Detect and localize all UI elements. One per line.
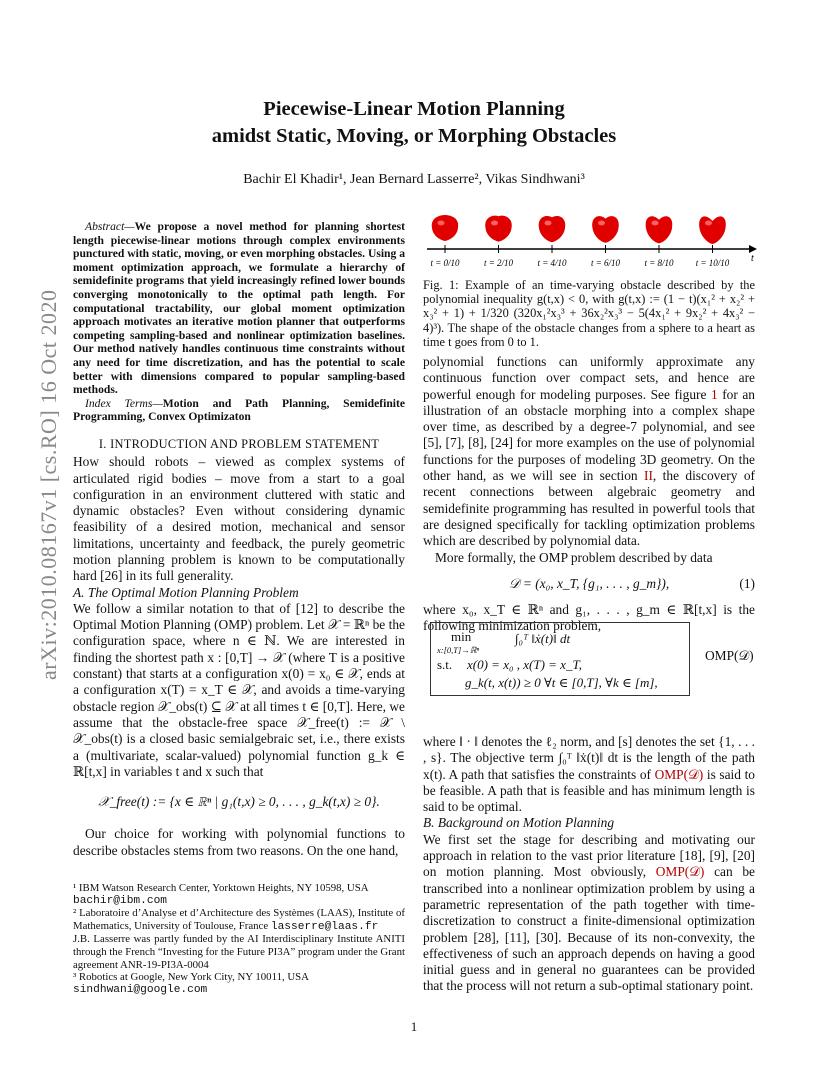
omp-constraint-obstacles: g_k(t, x(t)) ≥ 0 ∀t ∈ [0,T], ∀k ∈ [m], [465, 675, 658, 690]
abstract-text: We propose a novel method for planning shortest length piecewise-linear motions through complex environments punctured with static, moving, or even morphing obstacles. Using a moment optimization approach, we formulate a hierarchy of semidefinite programs that yield increasingly refined lower bounds converging monotonically to the optimal path length. For computational tractability, our global moment optimization approach motivates an iterative motion planner that outperforms competing sampling-based and nonlinear optimization baselines. Our method natively handles continuous time constraints without any need for time discretization, and has the potential to scale better with dimensions compared to popular sampling-based methods. [73, 220, 405, 397]
footnote-2-text: ² Laboratoire d’Analyse et d’Architecture des Systèmes (LAAS), Institute of Mathematics, University of Toulouse, France [73, 907, 405, 932]
time-tick-label: t = 8/10 [644, 258, 674, 268]
paragraph-minimization: where x₀, x_T ∈ ℝⁿ and g₁, . . . , g_m ∈ ℝ[t,x] is the following minimization problem, [423, 602, 755, 634]
intro-paragraph: How should robots – viewed as complex systems of articulated rigid bodies – move from a start to a goal configuration in an environment cluttered with static and dynamic obstacles? Even without considering dynamic feasibility of a desired motion, mechanical and sensor limitations, uncertainty and feedback, the purely geometric motion planning problem is known to be computationally hard [26] in its full generality. [73, 454, 405, 584]
figure-reference-link[interactable]: 1 [710, 386, 718, 402]
time-tick-label: t = 10/10 [695, 258, 730, 268]
section-heading: I. INTRODUCTION AND PROBLEM STATEMENT [98, 436, 380, 451]
footnote-1-email: bachir@ibm.com [73, 894, 167, 907]
page-number: 1 [410, 1019, 418, 1034]
obstacle-shape [539, 216, 566, 242]
index-terms [73, 397, 405, 424]
author-list: Bachir El Khadir¹, Jean Bernard Lasserre², Vikas Sindhwani³ [243, 172, 585, 187]
index-terms-text: Motion and Path Planning, Semidefinite Programming, Convex Optimizaton [73, 396, 405, 424]
footnote-2 [73, 907, 405, 933]
paragraph-text: polynomial functions can uniformly approximate any continuous function over compact sets, and hence are powerful enough for modeling purposes. See figure [423, 354, 755, 402]
time-tick-label: t = 4/10 [537, 258, 567, 268]
equation-1: 𝒟 = (x₀, x_T, {g₁, . . . , g_m}), [508, 575, 670, 591]
paragraph-text: can be transcribed into a nonlinear optimization problem by using a parametric representation of the path together with time-discretization to construct a finite-dimensional optimization problem [28], [11], [30]. Because of its non-convexity, the effectiveness of such an approach depends on having a good initial guess and in general no guarantees can be provided that the process will not return a sub-optimal stationary point. [423, 864, 755, 994]
omp-constraint-endpoints: x(0) = x₀ , x(T) = x_T, [467, 657, 582, 672]
obstacle-highlight [598, 221, 605, 226]
index-terms-label: Index Terms— [85, 396, 163, 410]
title-line-2: amidst Static, Moving, or Morphing Obstacles [211, 125, 617, 147]
title-line-1: Piecewise-Linear Motion Planning [263, 98, 565, 120]
paragraph-polynomial-approximation [423, 354, 755, 550]
obstacle-highlight [545, 221, 552, 226]
paragraph-text: for an illustration of an obstacle morphing into a complex shape over time, as described by a degree-7 polynomial, and see [5], [7], [8], [24] for more examples on the use of polynomial functions for the purposes of modeling 3D geometry. On the other hand, as we will see in section [423, 386, 755, 484]
paragraph-text: is said to be feasible. A path that is feasible and has minimum length is said to be optimal. [423, 766, 755, 815]
obstacle-highlight [705, 221, 712, 226]
equation-1-number: (1) [739, 575, 755, 591]
omp-objective: ∫₀ᵀ ‖ẋ(t)‖ dt [515, 631, 571, 646]
figure-caption: Fig. 1: Example of an time-varying obstacle described by the polynomial inequality g(t,x) < 0, with g(t,x) := (1 − t)(x₁² + x₂² + x₃² + 1) + 1/320 (320x₁²x₃³ + 36x₂²x₃³ − 5(4x₁² + 9x₂² + 4x₃² − 4)³). The shape of the obstacle changes from a sphere to a heart as time t goes from 0 to 1. [423, 278, 755, 349]
obstacle-shape [592, 216, 619, 243]
obstacle-snapshot [644, 216, 674, 268]
omp-problem-box [430, 622, 690, 696]
paragraph-text: We first set the stage for describing and motivating our approach in relation to the vast prior literature [18], [9], [20] on motion planning. Most obviously, [423, 831, 755, 880]
time-tick-label: t = 6/10 [590, 258, 621, 268]
paper-title [100, 96, 728, 150]
time-axis-label: t [751, 253, 754, 264]
time-axis-arrow [749, 245, 757, 253]
time-tick-label: t = 2/10 [483, 258, 514, 268]
arxiv-identifier: arXiv:2010.08167v1 [cs.RO] 16 Oct 2020 [36, 289, 61, 680]
obstacle-shape [485, 216, 512, 242]
obstacle-highlight [438, 221, 445, 226]
paragraph-text: , the discovery of recent connections between algebraic geometry and semidefinite programming has resulted in powerful tools that are designed specifically for tackling optimization problems which are described by polynomial data. [423, 468, 755, 549]
obstacle-shape [646, 216, 673, 243]
omp-reference-link[interactable]: OMP(𝒟) [655, 864, 705, 880]
obstacle-shape [432, 215, 458, 241]
subsection-heading-a: A. The Optimal Motion Planning Problem [73, 584, 299, 600]
obstacle-highlight [652, 221, 659, 226]
obstacle-snapshot [696, 216, 730, 268]
paragraph-formal: More formally, the OMP problem described by data [435, 549, 713, 565]
right-column-lower [423, 734, 755, 995]
obstacle-snapshot [591, 216, 621, 268]
paragraph-polynomial-choice: Our choice for working with polynomial functions to describe obstacles stems from two reasons. On the one hand, [73, 826, 405, 858]
omp-min: min [451, 629, 472, 644]
paragraph-omp-definition: We follow a similar notation to that of [12] to describe the Optimal Motion Planning (OMP) problem. Let 𝒳 = ℝⁿ be the configuration space, where n ∈ ℕ. We are interested in finding the shortest path x : [0,T] → 𝒳 (where T is a positive constant) that starts at a configuration x(0) = x₀ ∈ 𝒳, ends at a configuration x(T) = x_T ∈ 𝒳, and avoids a time-varying obstacle region 𝒳_obs(t) ⊆ 𝒳 at all times t ∈ [0,T]. Here, we assume that the obstacle-free space 𝒳_free(t) := 𝒳 \ 𝒳_obs(t) is a closed basic semialgebraic set, i.e., there exists a (multivariate, scalar-valued) polynomial function g_k ∈ ℝ[t,x] in variables t and x such that [73, 600, 405, 779]
time-tick-label: t = 0/10 [430, 258, 460, 268]
footnote-3-email: sindhwani@google.com [73, 983, 208, 996]
paragraph-norm-definition [423, 734, 755, 815]
footnote-2-email: lasserre@laas.fr [270, 920, 379, 933]
obstacle-shape [699, 216, 726, 244]
paragraph-text: where ‖ · ‖ denotes the ℓ₂ norm, and [s] denotes the set {1, . . . , s}. The objective term ∫₀ᵀ ‖ẋ(t)‖ dt is the length of the path x(t). A path that satisfies the constraints of [423, 734, 755, 782]
omp-st: s.t. [437, 657, 453, 672]
obstacle-snapshot [484, 216, 514, 268]
paragraph-background [423, 832, 755, 995]
footnote-2-funding: J.B. Lasserre was partly funded by the AI Interdisciplinary Institute ANITI through the French “Investing for the Future PI3A” program under the Grant agreement ANR-19-PI3A-0004 [73, 933, 405, 971]
left-column [73, 220, 405, 859]
obstacle-highlight [491, 221, 498, 226]
abstract-label: Abstract— [85, 220, 135, 233]
arxiv-sidebar [0, 0, 60, 1072]
right-column [423, 354, 755, 635]
section-reference-link[interactable]: II [644, 468, 653, 484]
footnote-3: ³ Robotics at Google, New York City, NY 10011, USA [73, 971, 309, 984]
obstacle-snapshot [430, 215, 460, 268]
omp-min-subscript: x:[0,T]→ℝⁿ [437, 645, 480, 655]
footnotes [73, 882, 405, 996]
footnote-1: ¹ IBM Watson Research Center, Yorktown Heights, NY 10598, USA [73, 882, 369, 894]
omp-label: OMP(𝒟) [705, 648, 754, 663]
figure-morphing-obstacle [423, 208, 758, 274]
omp-reference-link[interactable]: OMP(𝒟) [654, 766, 704, 782]
subsection-heading-b: B. Background on Motion Planning [423, 815, 615, 831]
equation-free-space: 𝒳_free(t) := {x ∈ ℝⁿ | g₁(t,x) ≥ 0, . . . , g_k(t,x) ≥ 0}. [98, 794, 380, 810]
equation-1-row [423, 576, 755, 592]
obstacle-snapshot [537, 216, 567, 268]
abstract [73, 220, 405, 397]
